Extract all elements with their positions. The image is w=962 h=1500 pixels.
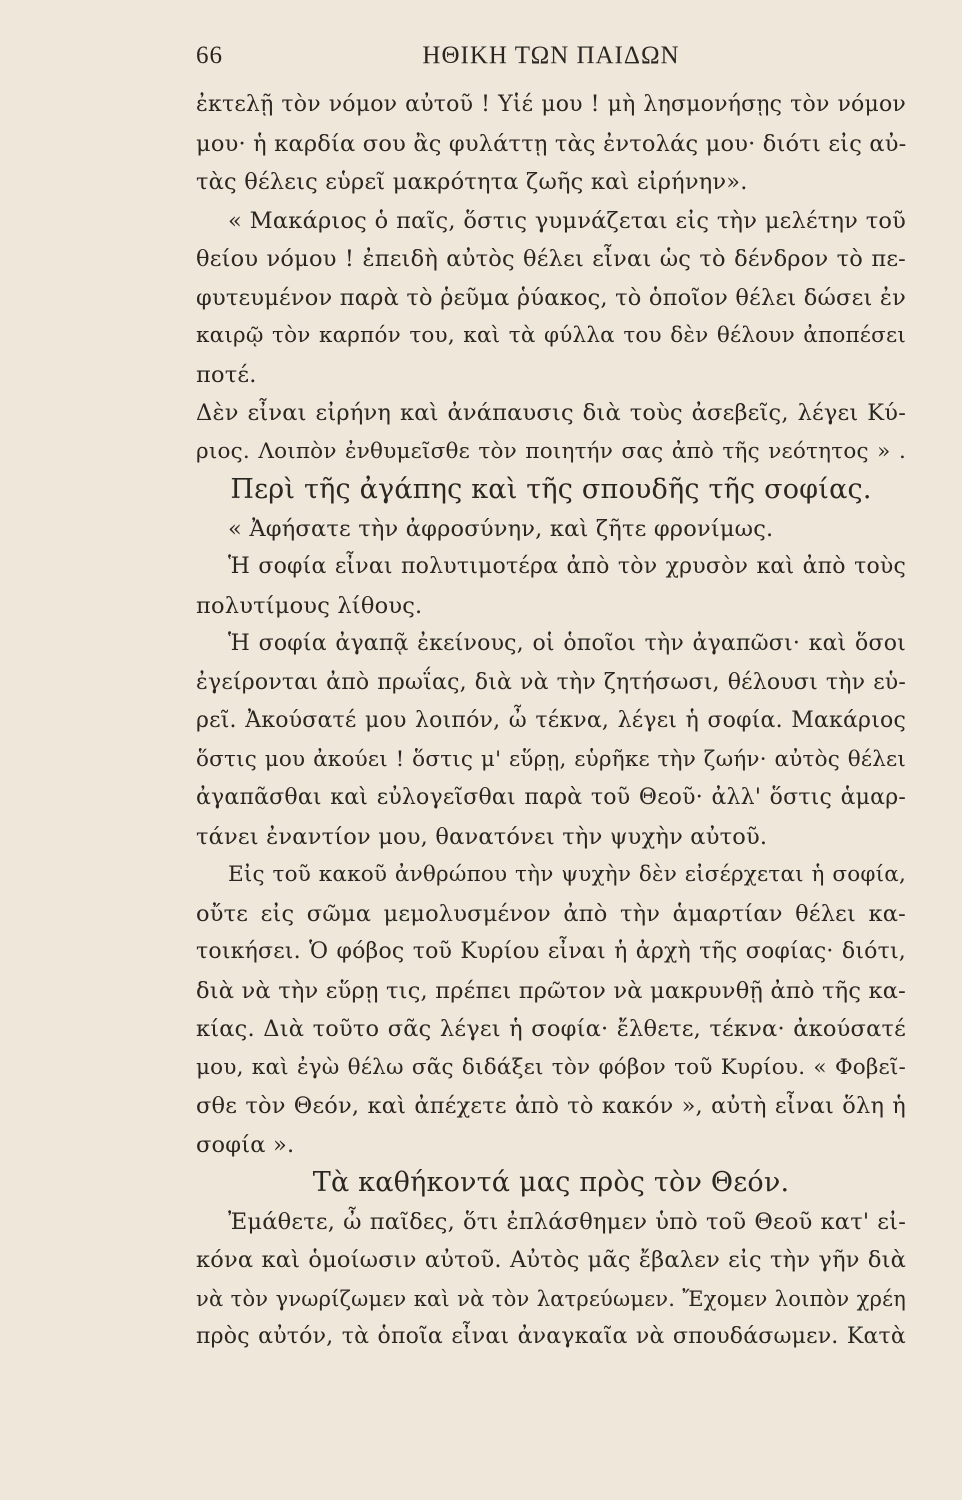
running-title: ΗΘΙΚΗ ΤΩΝ ΠΑΙΔΩΝ — [422, 42, 680, 69]
text-line: μου· ἡ καρδία σου ἂς φυλάττῃ τὰς ἐντολάς μου· διότι εἰς αὐ- — [196, 130, 907, 157]
text-line: Ἡ σοφία εἶναι πολυτιμοτέρα ἀπὸ τὸν χρυσὸν καὶ ἀπὸ τοὺς — [228, 554, 906, 579]
text-line: ἐγείρονται ἀπὸ πρωΐας, διὰ νὰ τὴν ζητήσωσι, θέλουσι τὴν εὑ- — [196, 669, 906, 695]
text-line: ἐκτελῇ τὸν νόμον αὐτοῦ ! Υἱέ μου ! μὴ λησμονήσῃς τὸν νόμον — [196, 92, 906, 117]
text-line: ἀγαπᾶσθαι καὶ εὐλογεῖσθαι παρὰ τοῦ Θεοῦ· ἀλλ' ὅστις ἁμαρ- — [196, 785, 906, 810]
text-line: κόνα καὶ ὁμοίωσιν αὐτοῦ. Αὐτὸς μᾶς ἔβαλεν εἰς τὴν γῆν διὰ — [196, 1247, 906, 1273]
text-line: θείου νόμου ! ἐπειδὴ αὐτὸς θέλει εἶναι ὡς τὸ δένδρον τὸ πε- — [196, 246, 906, 272]
text-line: πολυτίμους λίθους. — [196, 592, 423, 619]
text-line: Ἡ σοφία ἀγαπᾷ ἐκείνους, οἱ ὁποῖοι τὴν ἀγαπῶσι· καὶ ὅσοι — [228, 631, 906, 656]
text-line: καιρῷ τὸν καρπόν του, καὶ τὰ φύλλα του δὲν θέλουν ἀποπέσει — [196, 323, 906, 348]
text-line: Δὲν εἶναι εἰρήνη καὶ ἀνάπαυσις διὰ τοὺς ἀσεβεῖς, λέγει Κύ- — [196, 400, 906, 426]
section-heading: Περὶ τῆς ἀγάπης καὶ τῆς σπουδῆς τῆς σοφίας. — [230, 474, 872, 505]
text-line: « Ἀφήσατε τὴν ἀφροσύνην, καὶ ζῆτε φρονίμως. — [228, 515, 774, 542]
text-line: σοφία ». — [196, 1131, 295, 1158]
page-body — [196, 86, 906, 1357]
text-line: ποτέ. — [196, 361, 257, 388]
text-line: Εἰς τοῦ κακοῦ ἀνθρώπου τὴν ψυχὴν δὲν εἰσέρχεται ἡ σοφία, — [228, 862, 906, 887]
text-line: Ἐμάθετε, ὦ παῖδες, ὅτι ἐπλάσθημεν ὑπὸ τοῦ Θεοῦ κατ' εἰ- — [228, 1208, 906, 1235]
text-line: τοικήσει. Ὁ φόβος τοῦ Κυρίου εἶναι ἡ ἀρχὴ τῆς σοφίας· διότι, — [196, 939, 906, 964]
text-line: οὔτε εἰς σῶμα μεμολυσμένον ἀπὸ τὴν ἁμαρτίαν θέλει κα- — [196, 900, 906, 927]
text-line: νὰ τὸν γνωρίζωμεν καὶ νὰ τὸν λατρεύωμεν. Ἔχομεν λοιπὸν χρέη — [196, 1286, 906, 1311]
text-line: ρεῖ. Ἀκούσατέ μου λοιπόν, ὦ τέκνα, λέγει ἡ σοφία. Μακάριος — [196, 708, 906, 733]
text-line: σθε τὸν Θεόν, καὶ ἀπέχετε ἀπὸ τὸ κακόν », αὐτὴ εἶναι ὅλη ἡ — [196, 1093, 906, 1119]
page-header — [196, 42, 906, 82]
text-line: πρὸς αὐτόν, τὰ ὁποῖα εἶναι ἀναγκαῖα νὰ σπουδάσωμεν. Κατὰ — [196, 1324, 906, 1349]
section-heading: Τὰ καθήκοντά μας πρὸς τὸν Θεόν. — [312, 1167, 790, 1198]
text-line: φυτευμένον παρὰ τὸ ῥεῦμα ῥύακος, τὸ ὁποῖον θέλει δώσει ἐν — [196, 284, 906, 311]
text-line: κίας. Διὰ τοῦτο σᾶς λέγει ἡ σοφία· ἔλθετε, τέκνα· ἀκούσατέ — [196, 1016, 906, 1042]
text-line: τάνει ἐναντίον μου, θανατόνει τὴν ψυχὴν αὐτοῦ. — [196, 823, 768, 850]
text-line: μου, καὶ ἐγὼ θέλω σᾶς διδάξει τὸν φόβον τοῦ Κυρίου. « Φοβεῖ- — [196, 1054, 906, 1080]
text-line: τὰς θέλεις εὑρεῖ μακρότητα ζωῆς καὶ εἰρήνην». — [196, 169, 748, 195]
text-line: ὅστις μου ἀκούει ! ὅστις μ' εὕρῃ, εὑρῆκε τὴν ζωήν· αὐτὸς θέλει — [196, 746, 906, 772]
text-line: ριος. Λοιπὸν ἐνθυμεῖσθε τὸν ποιητήν σας ἀπὸ τῆς νεότητος » . — [196, 438, 906, 464]
page-number: 66 — [196, 42, 223, 69]
text-line: « Μακάριος ὁ παῖς, ὅστις γυμνάζεται εἰς τὴν μελέτην τοῦ — [228, 207, 906, 234]
text-line: διὰ νὰ τὴν εὕρῃ τις, πρέπει πρῶτον νὰ μακρυνθῇ ἀπὸ τῆς κα- — [196, 977, 906, 1004]
